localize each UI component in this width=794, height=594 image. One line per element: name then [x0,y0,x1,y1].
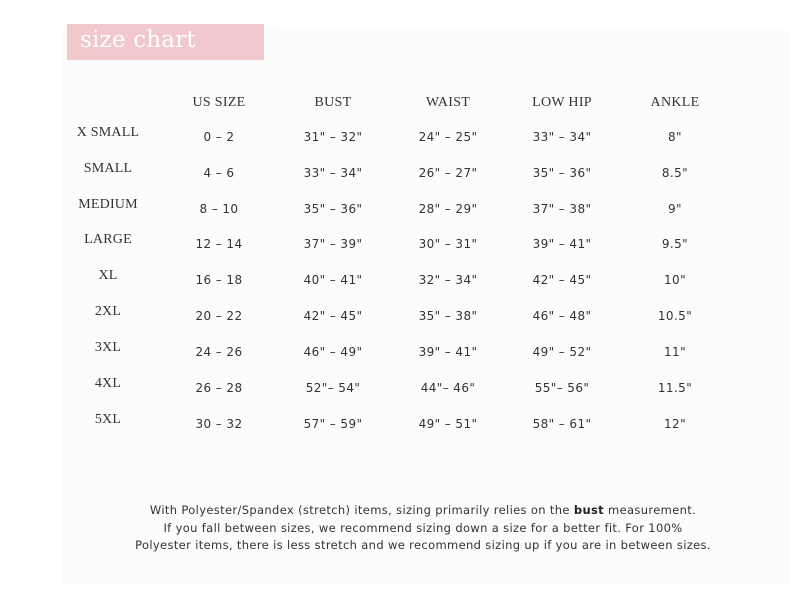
bust-cell: 31" – 32" [303,130,363,144]
us-size-cell: 20 – 22 [195,309,243,323]
bust-cell: 35" – 36" [303,202,363,216]
low-hip-cell: 55"– 56" [534,381,590,395]
waist-cell: 24" – 25" [418,130,478,144]
bust-cell: 33" – 34" [303,166,363,180]
column-header-waist: WAIST [425,95,471,110]
size-label: X SMALL [76,125,140,140]
ankle-cell: 9.5" [661,237,689,251]
bust-cell: 57" – 59" [303,417,363,431]
table-row [0,412,794,437]
low-hip-cell: 33" – 34" [532,130,592,144]
size-chart-title-banner [67,24,264,60]
table-row [0,340,794,365]
size-label: LARGE [84,232,132,247]
ankle-cell: 9" [668,202,682,216]
column-header-low-hip: LOW HIP [532,95,592,110]
ankle-cell: 11" [664,345,686,359]
table-row [0,197,794,222]
low-hip-cell: 37" – 38" [532,202,592,216]
waist-cell: 49" – 51" [418,417,478,431]
us-size-cell: 0 – 2 [203,130,235,144]
size-label: 5XL [94,412,122,427]
us-size-cell: 12 – 14 [195,237,243,251]
ankle-cell: 8" [668,130,682,144]
waist-cell: 26" – 27" [418,166,478,180]
column-header-us-size: US SIZE [192,95,246,110]
waist-cell: 39" – 41" [418,345,478,359]
low-hip-cell: 35" – 36" [532,166,592,180]
fit-note-text: measurement. [604,503,697,517]
waist-cell: 44"– 46" [420,381,476,395]
column-header-bust: BUST [314,95,352,110]
us-size-cell: 8 – 10 [199,202,239,216]
size-label: 4XL [94,376,122,391]
bust-cell: 46" – 49" [303,345,363,359]
us-size-cell: 26 – 28 [195,381,243,395]
us-size-cell: 16 – 18 [195,273,243,287]
ankle-cell: 10" [664,273,686,287]
ankle-cell: 11.5" [657,381,693,395]
table-row [0,161,794,186]
fit-note-text: With Polyester/Spandex (stretch) items, sizing primarily relies on the [149,503,574,517]
us-size-cell: 24 – 26 [195,345,243,359]
us-size-cell: 30 – 32 [195,417,243,431]
bust-cell: 40" – 41" [303,273,363,287]
fit-note [100,502,746,555]
waist-cell: 35" – 38" [418,309,478,323]
waist-cell: 28" – 29" [418,202,478,216]
low-hip-cell: 46" – 48" [532,309,592,323]
size-label: MEDIUM [78,197,138,212]
table-row [0,232,794,257]
page-title: size chart [80,27,196,53]
size-label: XL [98,268,118,283]
table-row [0,304,794,329]
ankle-cell: 12" [664,417,686,431]
table-row [0,125,794,150]
low-hip-cell: 39" – 41" [532,237,592,251]
ankle-cell: 8.5" [661,166,689,180]
bust-cell: 42" – 45" [303,309,363,323]
size-label: SMALL [83,161,133,176]
table-row [0,376,794,401]
bust-cell: 52"– 54" [305,381,361,395]
us-size-cell: 4 – 6 [203,166,235,180]
size-label: 3XL [94,340,122,355]
waist-cell: 30" – 31" [418,237,478,251]
ankle-cell: 10.5" [657,309,693,323]
fit-note-line-1 [100,502,746,520]
low-hip-cell: 58" – 61" [532,417,592,431]
fit-note-line-3: Polyester items, there is less stretch and we recommend sizing up if you are in between sizes. [135,538,711,552]
column-header-ankle: ANKLE [650,95,700,110]
low-hip-cell: 42" – 45" [532,273,592,287]
bust-cell: 37" – 39" [303,237,363,251]
waist-cell: 32" – 34" [418,273,478,287]
size-label: 2XL [94,304,122,319]
table-row [0,268,794,293]
low-hip-cell: 49" – 52" [532,345,592,359]
fit-note-line-2: If you fall between sizes, we recommend sizing down a size for a better fit. For 100% [163,520,683,535]
fit-note-emphasis: bust [573,503,605,517]
